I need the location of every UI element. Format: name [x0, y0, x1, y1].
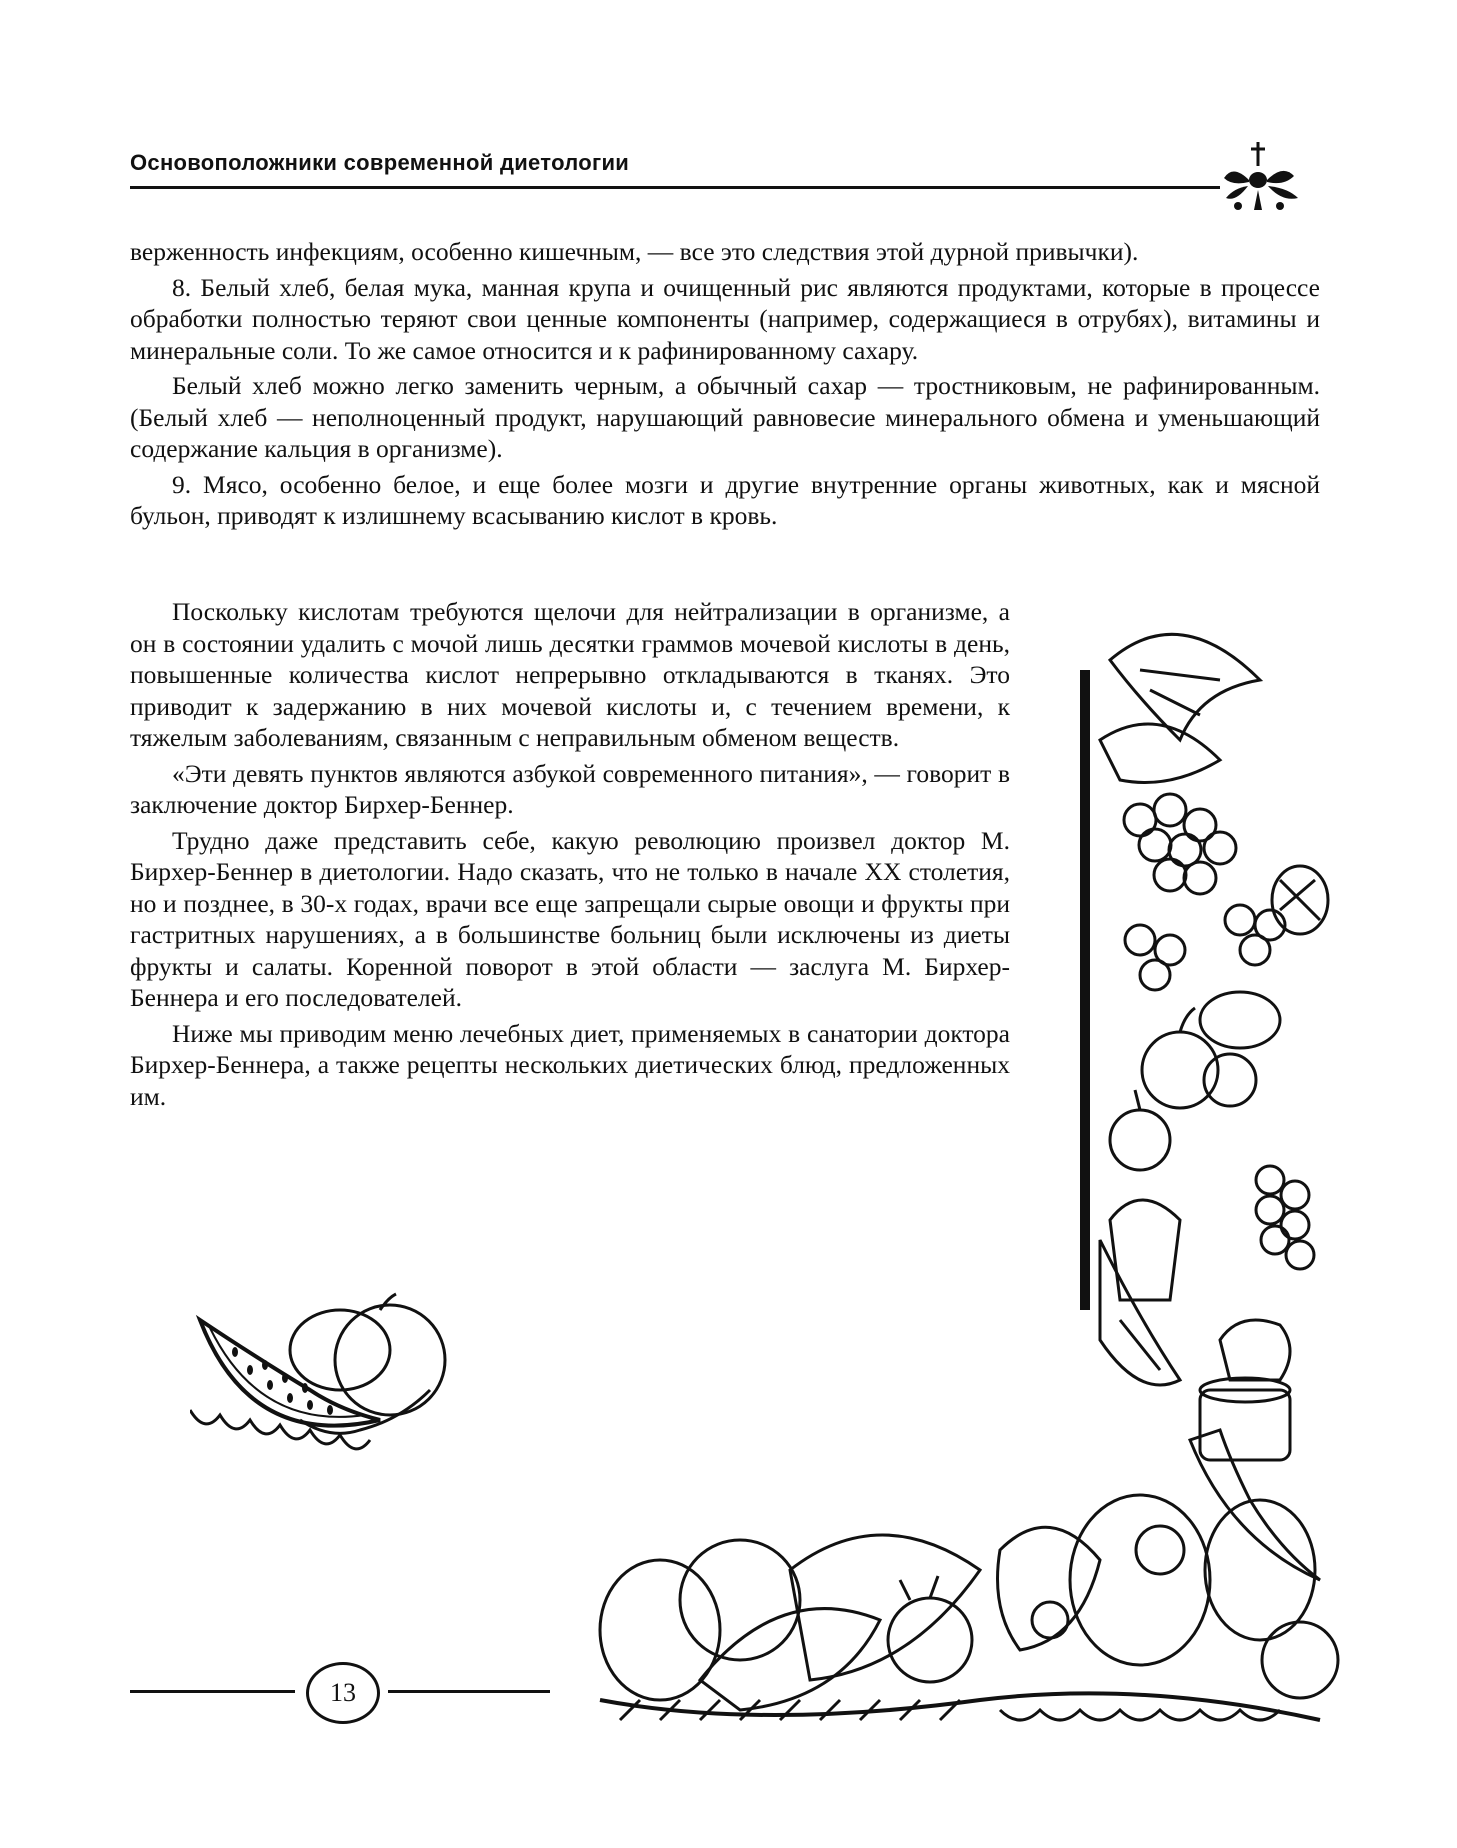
page-number: 13	[306, 1662, 380, 1724]
fruit-vegetable-border-illustration	[580, 620, 1340, 1750]
paragraph: 9. Мясо, особенно белое, и еще более мозги и другие внутренние органы животных, как и мясной бульон, приводят к излишнему всасыванию кислот в кровь.	[130, 469, 1320, 530]
paragraph: Поскольку кислотам требуются щелочи для нейтрализации в организме, а он в состоянии удалить с мочой лишь десятки граммов мочевой кислоты в день, повышенные количества кислот непрерывно откладываются в тканях. Это приводит к задержанию в них мочевой кислоты и, с течением времени, к тяжелым заболеваниям, связанным с неправильным обменом веществ.	[130, 597, 1010, 752]
footer-rule-right	[388, 1690, 550, 1693]
main-text-full-width	[130, 236, 1320, 536]
header-rule	[130, 186, 1220, 189]
paragraph: 8. Белый хлеб, белая мука, манная крупа и очищенный рис являются продуктами, которые в процессе обработки полностью теряют свои ценные компоненты (например, содержащиеся в отрубях), витамины и минеральные соли. То же самое относится и к рафинированному сахару.	[130, 272, 1320, 365]
ornament-icon	[1218, 140, 1308, 220]
watermelon-illustration	[190, 1290, 490, 1470]
footer-rule-left	[130, 1690, 295, 1693]
running-head: Основоположники современной диетологии	[130, 150, 630, 175]
paragraph: Белый хлеб можно легко заменить черным, а обычный сахар — тростниковым, не рафинированным. (Белый хлеб — неполноценный продукт, нарушающий равновесие минерального обмена и уменьшающий содержание кальция в организме).	[130, 371, 1320, 463]
paragraph: Трудно даже представить себе, какую революцию произвел доктор М. Бирхер-Беннер в диетологии. Надо сказать, что не только в начале XX столетия, но и позднее, в 30-х годах, врачи все еще запрещали сырые овощи и фрукты при гастритных нарушениях, а в большинстве больниц были исключены из диеты фрукты и салаты. Коренной поворот в этой области — заслуга М. Бирхер-Беннера и его последователей.	[130, 825, 1010, 1012]
page-number-footer	[130, 1660, 550, 1720]
paragraph: верженность инфекциям, особенно кишечным, — все это следствия этой дурной привычки).	[130, 237, 1139, 266]
paragraph: «Эти девять пунктов являются азбукой современного питания», — говорит в заключение доктор Бирхер-Беннер.	[130, 758, 1010, 819]
paragraph: Ниже мы приводим меню лечебных диет, применяемых в санатории доктора Бирхер-Беннера, а также рецепты нескольких диетических блюд, предложенных им.	[130, 1018, 1010, 1111]
